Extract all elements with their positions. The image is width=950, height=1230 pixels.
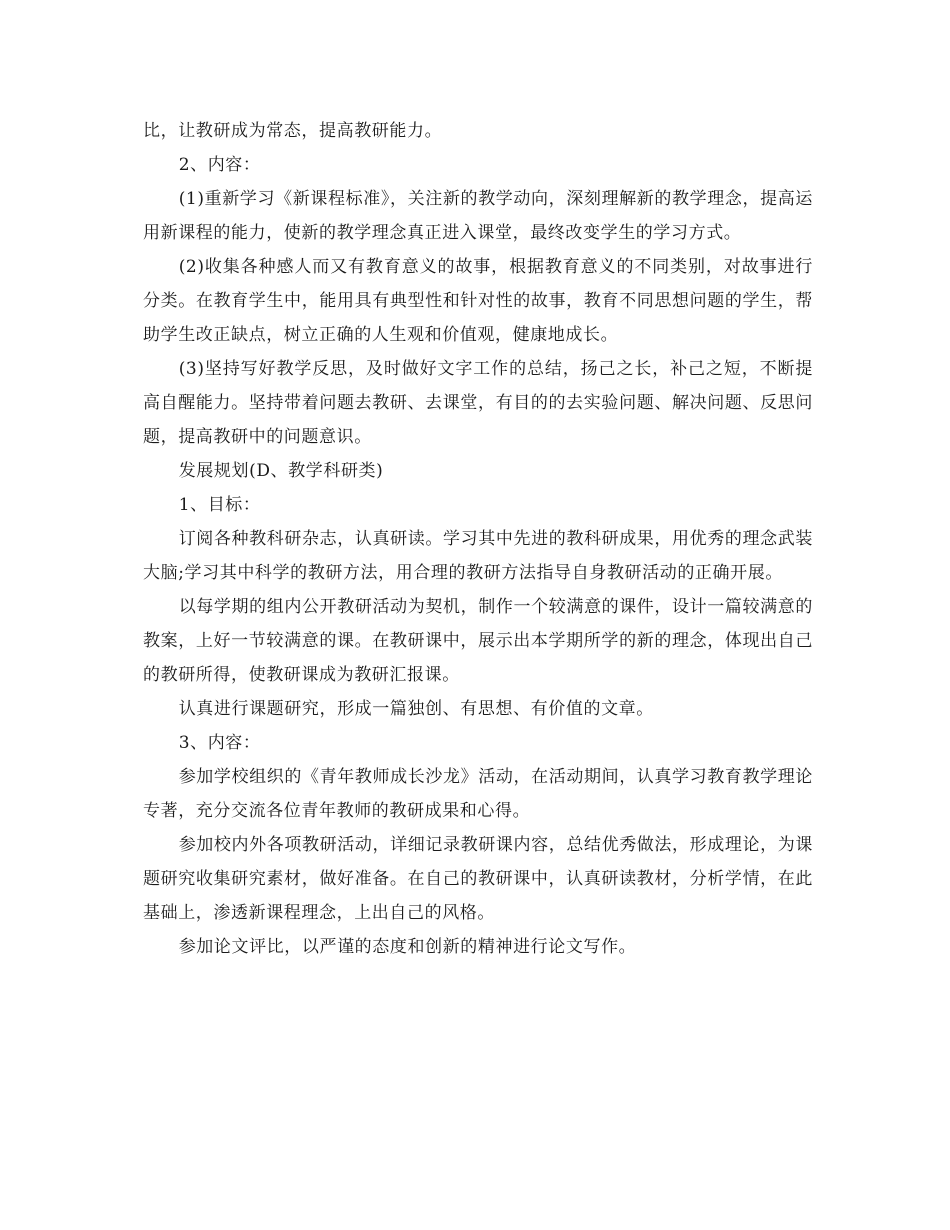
paragraph: (2)收集各种感人而又有教育意义的故事，根据教育意义的不同类别，对故事进行分类。在教育学生中，能用具有典型性和针对性的故事，教育不同思想问题的学生，帮助学生改正缺点，树立正确的人生观和价值观，健康地成长。 bbox=[143, 257, 813, 345]
section-heading-goal: 1、目标： bbox=[178, 495, 261, 515]
paragraph-continuation: 比，让教研成为常态，提高教研能力。 bbox=[143, 121, 443, 141]
paragraph: (1)重新学习《新课程标准》，关注新的教学动向，深刻理解新的教学理念，提高运用新课程的能力，使新的教学理念真正进入课堂，最终改变学生的学习方式。 bbox=[143, 189, 813, 243]
paragraph: (3)坚持写好教学反思，及时做好文字工作的总结，扬己之长，补己之短，不断提高自醒能力。坚持带着问题去教研、去课堂，有目的的去实验问题、解决问题、反思问题，提高教研中的问题意识。 bbox=[143, 359, 813, 447]
section-heading-plan: 发展规划(D、教学科研类) bbox=[178, 461, 384, 481]
document-body bbox=[143, 114, 813, 964]
paragraph: 参加校内外各项教研活动，详细记录教研课内容，总结优秀做法，形成理论，为课题研究收集研究素材，做好准备。在自己的教研课中，认真研读教材，分析学情，在此基础上，渗透新课程理念，上出自己的风格。 bbox=[143, 835, 813, 923]
paragraph: 以每学期的组内公开教研活动为契机，制作一个较满意的课件，设计一篇较满意的教案，上好一节较满意的课。在教研课中，展示出本学期所学的新的理念，体现出自己的教研所得，使教研课成为教研汇报课。 bbox=[143, 597, 813, 685]
section-heading-content: 3、内容： bbox=[178, 733, 261, 753]
paragraph: 参加论文评比，以严谨的态度和创新的精神进行论文写作。 bbox=[178, 937, 637, 957]
section-heading-content: 2、内容： bbox=[178, 155, 261, 175]
paragraph: 认真进行课题研究，形成一篇独创、有思想、有价值的文章。 bbox=[178, 699, 654, 719]
paragraph: 订阅各种教科研杂志，认真研读。学习其中先进的教科研成果，用优秀的理念武装大脑;学习其中科学的教研方法，用合理的教研方法指导自身教研活动的正确开展。 bbox=[143, 529, 813, 583]
paragraph: 参加学校组织的《青年教师成长沙龙》活动，在活动期间，认真学习教育教学理论专著，充分交流各位青年教师的教研成果和心得。 bbox=[143, 767, 813, 821]
